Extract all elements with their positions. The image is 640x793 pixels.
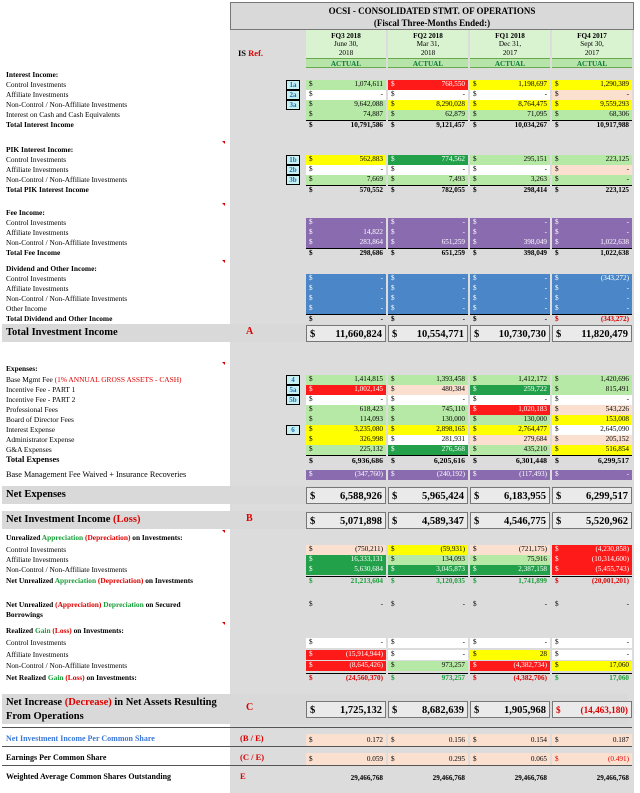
value-cell: $ 10,034,267 xyxy=(470,120,550,130)
value-cell: $ - xyxy=(552,175,632,185)
value-cell: $ 134,093 xyxy=(388,555,468,565)
column-header-3 xyxy=(470,30,550,68)
row-label: Net Realized Gain (Loss) on Investments: xyxy=(6,673,137,682)
value-cell: $ 782,055 xyxy=(388,185,468,195)
row-label: Total Fee Income xyxy=(6,248,61,257)
value-cell: $ 16,333,131 xyxy=(306,555,386,565)
summary-value: $ 6,299,517 xyxy=(552,487,632,504)
row-label: Realized Gain (Loss) on Investments: xyxy=(6,626,124,635)
column-status: ACTUAL xyxy=(388,58,468,68)
value-cell: $ 276,568 xyxy=(388,445,468,455)
value-cell: $ 10,917,988 xyxy=(552,120,632,130)
value-cell: $ 28 xyxy=(470,650,550,660)
value-cell: $ 9,559,293 xyxy=(552,100,632,110)
value-cell: $ 6,299,517 xyxy=(552,455,632,465)
value-cell: $ - xyxy=(473,600,547,608)
value-cell: $ - xyxy=(552,470,632,480)
divider xyxy=(2,765,632,766)
row-label: Borrowings xyxy=(6,610,43,619)
ref-letter: (C / E) xyxy=(240,752,265,762)
value-cell: $ 17,060 xyxy=(552,673,632,683)
value-cell: $ - xyxy=(306,274,386,284)
value-cell: $ 295,151 xyxy=(470,155,550,165)
row-label: Earnings Per Common Share xyxy=(6,753,107,762)
ref-badge: 2b xyxy=(286,165,300,175)
value-cell: $ 1,741,899 xyxy=(470,576,550,586)
value-cell: $ 480,384 xyxy=(388,385,468,395)
value-cell: $ 0.187 xyxy=(552,734,632,746)
row-label: Incentive Fee - PART 2 xyxy=(6,395,76,404)
value-cell: $ 14,822 xyxy=(306,228,386,238)
row-label: Board of Director Fees xyxy=(6,415,74,424)
summary-value: $ 1,725,132 xyxy=(306,701,386,718)
summary-value: $ 4,589,347 xyxy=(388,512,468,529)
row-label: Base Management Fee Waived + Insurance Recoveries xyxy=(6,470,187,479)
value-cell: $ 651,259 xyxy=(388,238,468,248)
value-cell: 29,466,768 xyxy=(596,774,629,782)
summary-value: $ 5,965,424 xyxy=(388,487,468,504)
value-cell: $ - xyxy=(306,314,386,324)
row-label: Interest Expense xyxy=(6,425,56,434)
row-label: Non-Control / Non-Affiliate Investments xyxy=(6,175,128,184)
value-cell: $ - xyxy=(306,395,386,405)
value-cell: $ 0.065 xyxy=(470,753,550,765)
value-cell: $ 651,259 xyxy=(388,248,468,258)
value-cell: $ 9,642,088 xyxy=(306,100,386,110)
value-cell: $ - xyxy=(552,294,632,304)
column-date: Sept 30, xyxy=(580,40,604,49)
value-cell: $ 1,420,696 xyxy=(552,375,632,385)
row-label: Affiliate Investments xyxy=(6,650,69,659)
row-label: Expenses: xyxy=(6,364,38,373)
value-cell: $ 1,412,172 xyxy=(470,375,550,385)
column-status: ACTUAL xyxy=(552,58,632,68)
value-cell: $ 2,645,090 xyxy=(552,425,632,435)
value-cell: $ (4,382,706) xyxy=(470,673,550,683)
value-cell: $ (20,001,201) xyxy=(552,576,632,586)
value-cell: $ - xyxy=(470,314,550,324)
row-label: Non-Control / Non-Affiliate Investments xyxy=(6,238,128,247)
value-cell: $ - xyxy=(470,274,550,284)
row-label: Affiliate Investments xyxy=(6,555,69,564)
value-cell: $ (117,493) xyxy=(470,470,550,480)
value-cell: $ 398,049 xyxy=(470,248,550,258)
value-cell: $ 7,493 xyxy=(388,175,468,185)
row-label: Net Unrealized (Appreciation) Depreciation on Secured xyxy=(6,600,181,609)
value-cell: $ (0.491) xyxy=(552,753,632,765)
value-cell: $ - xyxy=(306,638,386,648)
row-label: Weighted Average Common Shares Outstanding xyxy=(6,772,172,781)
row-label: Control Investments xyxy=(6,274,67,283)
column-year: 2017 xyxy=(584,48,600,57)
summary-value: $ 10,554,771 xyxy=(388,325,468,342)
column-date: June 30, xyxy=(334,40,358,49)
value-cell: $ 75,916 xyxy=(470,555,550,565)
value-cell: $ 74,887 xyxy=(306,110,386,120)
value-cell: $ (5,455,743) xyxy=(552,565,632,575)
summary-value: $ 10,730,730 xyxy=(470,325,550,342)
row-label: Control Investments xyxy=(6,80,67,89)
comment-marker-icon xyxy=(222,260,225,263)
row-label: Non-Control / Non-Affiliate Investments xyxy=(6,294,128,303)
value-cell: $ 298,686 xyxy=(306,248,386,258)
value-cell: $ 6,301,448 xyxy=(470,455,550,465)
column-header-1 xyxy=(306,30,386,68)
value-cell: $ 130,000 xyxy=(470,415,550,425)
value-cell: $ 8,290,028 xyxy=(388,100,468,110)
comment-marker-icon xyxy=(222,362,225,365)
summary-value: $ 5,520,962 xyxy=(552,512,632,529)
row-label: Total Dividend and Other Income xyxy=(6,314,113,323)
row-label: Total Expenses xyxy=(6,455,60,464)
value-cell: $ 3,120,035 xyxy=(388,576,468,586)
value-cell: $ (750,211) xyxy=(306,545,386,555)
value-cell: $ - xyxy=(470,90,550,100)
column-quarter: FQ1 2018 xyxy=(495,32,525,40)
value-cell: $ 2,898,165 xyxy=(388,425,468,435)
ref-badge: 5a xyxy=(286,385,300,395)
value-cell: $ 1,290,389 xyxy=(552,80,632,90)
value-cell: $ - xyxy=(470,284,550,294)
comment-marker-icon xyxy=(222,203,225,206)
value-cell: $ 516,854 xyxy=(552,445,632,455)
value-cell: $ - xyxy=(552,284,632,294)
ref-badge: 1a xyxy=(286,80,300,90)
value-cell: $ - xyxy=(388,294,468,304)
value-cell: $ - xyxy=(388,650,468,660)
value-cell: $ 768,550 xyxy=(388,80,468,90)
value-cell: $ - xyxy=(306,90,386,100)
row-label: Non-Control / Non-Affiliate Investments xyxy=(6,565,128,574)
row-label: Administrator Expense xyxy=(6,435,75,444)
divider xyxy=(2,727,632,728)
divider xyxy=(2,746,632,747)
summary-value: $ 1,905,968 xyxy=(470,701,550,718)
value-cell: $ 973,257 xyxy=(388,661,468,671)
row-label: Other Income xyxy=(6,304,47,313)
row-label: Affiliate Investments xyxy=(6,228,69,237)
statement-subtitle: (Fiscal Three-Months Ended:) xyxy=(373,18,491,28)
value-cell: $ (10,314,600) xyxy=(552,555,632,565)
column-year: 2018 xyxy=(420,48,436,57)
value-cell: $ - xyxy=(306,165,386,175)
row-label: Incentive Fee - PART 1 xyxy=(6,385,76,394)
value-cell: $ 0.154 xyxy=(470,734,550,746)
ref-letter: (B / E) xyxy=(240,733,264,743)
value-cell: $ (4,230,858) xyxy=(552,545,632,555)
value-cell: $ (8,645,426) xyxy=(306,661,386,671)
value-cell: $ - xyxy=(306,304,386,314)
summary-value: $ 11,820,479 xyxy=(552,325,632,342)
row-label: Net Unrealized Appreciation (Depreciation) on Investments xyxy=(6,576,194,585)
value-cell: $ 1,074,611 xyxy=(306,80,386,90)
value-cell: $ 2,387,158 xyxy=(470,565,550,575)
column-quarter: FQ4 2017 xyxy=(577,32,607,40)
value-cell: $ - xyxy=(388,274,468,284)
value-cell: $ 1,022,638 xyxy=(552,238,632,248)
value-cell: $ 283,864 xyxy=(306,238,386,248)
row-label: Non-Control / Non-Affiliate Investments xyxy=(6,100,128,109)
value-cell: $ 21,213,604 xyxy=(306,576,386,586)
row-label: Interest on Cash and Cash Equivalents xyxy=(6,110,120,119)
summary-label: Total Investment Income xyxy=(6,327,118,338)
row-label: Non-Control / Non-Affiliate Investments xyxy=(6,661,128,670)
value-cell: $ 326,998 xyxy=(306,435,386,445)
value-cell: $ 0.059 xyxy=(306,753,386,765)
value-cell: $ 71,095 xyxy=(470,110,550,120)
summary-label: Net Increase (Decrease) in Net Assets Resulting From Operations xyxy=(6,697,217,722)
value-cell: $ - xyxy=(552,165,632,175)
value-cell: $ (15,914,944) xyxy=(306,650,386,660)
ref-badge: 3b xyxy=(286,175,300,185)
value-cell: $ 1,393,458 xyxy=(388,375,468,385)
value-cell: $ 223,125 xyxy=(552,155,632,165)
value-cell: $ 68,306 xyxy=(552,110,632,120)
ref-badge: 5b xyxy=(286,395,300,405)
value-cell: $ - xyxy=(552,395,632,405)
summary-value: $ (14,463,180) xyxy=(552,701,632,718)
summary-value: $ 11,660,824 xyxy=(306,325,386,342)
row-label: Control Investments xyxy=(6,638,67,647)
statement-header xyxy=(230,2,634,30)
value-cell: $ 8,764,475 xyxy=(470,100,550,110)
row-label: Unrealized Appreciation (Depreciation) on Investments: xyxy=(6,533,183,542)
row-label: Affiliate Investments xyxy=(6,165,69,174)
value-cell: $ 774,562 xyxy=(388,155,468,165)
summary-value: $ 6,183,955 xyxy=(470,487,550,504)
value-cell: $ - xyxy=(309,600,383,608)
value-cell: $ - xyxy=(470,304,550,314)
value-cell: $ - xyxy=(391,600,465,608)
value-cell: $ 543,226 xyxy=(552,405,632,415)
value-cell: $ 6,936,686 xyxy=(306,455,386,465)
row-label: PIK Interest Income: xyxy=(6,145,74,154)
value-cell: $ 130,000 xyxy=(388,415,468,425)
row-label: Control Investments xyxy=(6,545,67,554)
value-cell: $ (343,272) xyxy=(552,274,632,284)
comment-marker-icon xyxy=(222,141,225,144)
column-status: ACTUAL xyxy=(470,58,550,68)
value-cell: $ 3,263 xyxy=(470,175,550,185)
column-date: Dec 31, xyxy=(498,40,522,49)
row-label: Net Investment Income Per Common Share xyxy=(6,734,155,743)
summary-value: $ 6,588,926 xyxy=(306,487,386,504)
value-cell: $ 2,764,477 xyxy=(470,425,550,435)
row-label: Affiliate Investments xyxy=(6,90,69,99)
column-year: 2018 xyxy=(338,48,354,57)
value-cell: $ - xyxy=(306,284,386,294)
ref-letter: E xyxy=(240,771,246,781)
value-cell: $ 62,879 xyxy=(388,110,468,120)
comment-marker-icon xyxy=(222,530,225,533)
value-cell: $ 6,205,616 xyxy=(388,455,468,465)
row-label: Control Investments xyxy=(6,218,67,227)
value-cell: $ - xyxy=(555,600,629,608)
value-cell: $ 17,060 xyxy=(552,661,632,671)
row-label: Dividend and Other Income: xyxy=(6,264,97,273)
summary-value: $ 5,071,898 xyxy=(306,512,386,529)
value-cell: $ - xyxy=(470,395,550,405)
value-cell: $ - xyxy=(470,638,550,648)
value-cell: $ - xyxy=(388,90,468,100)
value-cell: $ 223,125 xyxy=(552,185,632,195)
comment-marker-icon xyxy=(222,622,225,625)
value-cell: $ 0.295 xyxy=(388,753,468,765)
value-cell: $ 1,022,638 xyxy=(552,248,632,258)
ref-letter: A xyxy=(246,326,254,337)
value-cell: $ - xyxy=(470,165,550,175)
ref-letter: C xyxy=(246,702,254,713)
column-quarter: FQ3 2018 xyxy=(331,32,361,40)
value-cell: $ 7,669 xyxy=(306,175,386,185)
value-cell: $ 618,423 xyxy=(306,405,386,415)
row-label: Affiliate Investments xyxy=(6,284,69,293)
column-status: ACTUAL xyxy=(306,58,386,68)
value-cell: $ - xyxy=(388,165,468,175)
value-cell: $ - xyxy=(552,218,632,228)
value-cell: 29,466,768 xyxy=(432,774,465,782)
value-cell: $ 815,491 xyxy=(552,385,632,395)
value-cell: $ 1,020,183 xyxy=(470,405,550,415)
value-cell: 29,466,768 xyxy=(514,774,547,782)
summary-value: $ 8,682,639 xyxy=(388,701,468,718)
row-label: Total PIK Interest Income xyxy=(6,185,89,194)
ref-badge: 4 xyxy=(286,375,300,385)
value-cell: $ 973,257 xyxy=(388,673,468,683)
value-cell: $ - xyxy=(306,294,386,304)
row-label: Interest Income: xyxy=(6,70,59,79)
value-cell: $ - xyxy=(388,304,468,314)
value-cell: $ 9,121,457 xyxy=(388,120,468,130)
value-cell: $ 10,791,586 xyxy=(306,120,386,130)
value-cell: $ 153,008 xyxy=(552,415,632,425)
statement-title: OCSI - CONSOLIDATED STMT. OF OPERATIONS xyxy=(328,6,536,16)
value-cell: $ 298,414 xyxy=(470,185,550,195)
value-cell: $ 205,152 xyxy=(552,435,632,445)
value-cell: $ - xyxy=(306,218,386,228)
value-cell: $ 5,630,684 xyxy=(306,565,386,575)
ref-badge: 2a xyxy=(286,90,300,100)
ref-badge: 1b xyxy=(286,155,300,165)
value-cell: $ - xyxy=(552,638,632,648)
value-cell: $ (721,175) xyxy=(470,545,550,555)
value-cell: $ - xyxy=(470,294,550,304)
value-cell: $ (24,560,370) xyxy=(306,673,386,683)
value-cell: $ (59,931) xyxy=(388,545,468,555)
summary-label: Net Expenses xyxy=(6,489,66,500)
column-quarter: FQ2 2018 xyxy=(413,32,443,40)
value-cell: $ - xyxy=(388,638,468,648)
ref-badge: 6 xyxy=(286,425,300,435)
value-cell: $ 225,132 xyxy=(306,445,386,455)
value-cell: $ - xyxy=(552,228,632,238)
ref-letter: B xyxy=(246,513,253,524)
row-label: Professional Fees xyxy=(6,405,58,414)
row-label: Total Interest Income xyxy=(6,120,74,129)
row-label: Control Investments xyxy=(6,155,67,164)
column-date: Mar 31, xyxy=(416,40,440,49)
value-cell: $ 279,684 xyxy=(470,435,550,445)
value-cell: $ 435,210 xyxy=(470,445,550,455)
value-cell: $ 562,883 xyxy=(306,155,386,165)
value-cell: $ 0.156 xyxy=(388,734,468,746)
value-cell: $ - xyxy=(388,228,468,238)
value-cell: $ (240,192) xyxy=(388,470,468,480)
value-cell: $ 1,198,697 xyxy=(470,80,550,90)
value-cell: $ - xyxy=(388,314,468,324)
value-cell: $ - xyxy=(552,304,632,314)
column-header-4 xyxy=(552,30,632,68)
value-cell: $ (347,760) xyxy=(306,470,386,480)
value-cell: $ 1,414,815 xyxy=(306,375,386,385)
value-cell: $ - xyxy=(470,218,550,228)
value-cell: $ 259,722 xyxy=(470,385,550,395)
value-cell: $ (4,382,734) xyxy=(470,661,550,671)
value-cell: $ 0.172 xyxy=(306,734,386,746)
value-cell: $ - xyxy=(388,218,468,228)
ref-badge: 3a xyxy=(286,100,300,110)
column-year: 2017 xyxy=(502,48,518,57)
is-ref-label: IS Ref. xyxy=(238,48,264,58)
summary-value: $ 4,546,775 xyxy=(470,512,550,529)
value-cell: $ 281,931 xyxy=(388,435,468,445)
value-cell: $ (343,272) xyxy=(552,314,632,324)
value-cell: $ 3,045,873 xyxy=(388,565,468,575)
value-cell: 29,466,768 xyxy=(350,774,383,782)
column-header-2 xyxy=(388,30,468,68)
row-label: Base Mgmt Fee (1% ANNUAL GROSS ASSETS - CASH) xyxy=(6,375,182,384)
summary-label: Net Investment Income (Loss) xyxy=(6,514,141,525)
value-cell: $ - xyxy=(470,228,550,238)
value-cell: $ 3,235,080 xyxy=(306,425,386,435)
value-cell: $ 114,093 xyxy=(306,415,386,425)
value-cell: $ - xyxy=(388,284,468,294)
value-cell: $ 398,049 xyxy=(470,238,550,248)
value-cell: $ - xyxy=(388,395,468,405)
value-cell: $ 570,552 xyxy=(306,185,386,195)
value-cell: $ 745,110 xyxy=(388,405,468,415)
row-label: G&A Expenses xyxy=(6,445,52,454)
value-cell: $ - xyxy=(552,90,632,100)
value-cell: $ 1,002,145 xyxy=(306,385,386,395)
row-label: Fee Income: xyxy=(6,208,45,217)
value-cell: $ - xyxy=(552,650,632,660)
